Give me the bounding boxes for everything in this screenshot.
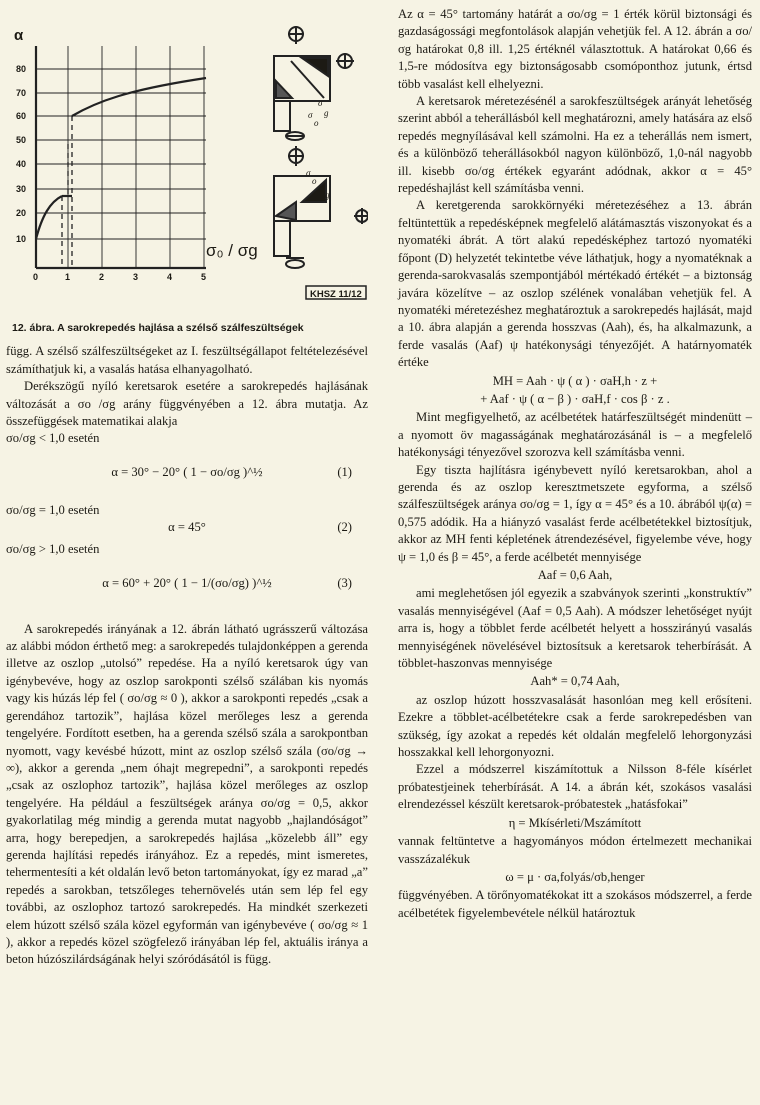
x-tick: 2 bbox=[99, 272, 105, 282]
x-axis-label: σ₀ / σg bbox=[206, 241, 258, 260]
paragraph: Mint megfigyelhető, az acélbetétek határfeszültségét mindenütt – a nyomott öv magasságának meghatározásánál is – a megfelelő hatékonysági tényezővel szorozva kell számításba venni. bbox=[398, 410, 752, 460]
paragraph: Az α = 45° tartomány határát a σo/σg = 1 érték körül biztonsági és gazdaságossági megfontolások alapján vehetjük fel. A 12. ábrán a σo/σg határokat 0,8 ill. 1,25 értéknél választottuk. A határokat 0,66 és 1,5-re módosítva egy biztonságosabb csomóponthoz jutunk, értsd több vasalást kell elhelyezni. bbox=[398, 7, 752, 91]
equation-1: α = 30° − 20° ( 1 − σo/σg )^½ (1) bbox=[111, 464, 352, 479]
paragraph: A keretgerenda sarokkörnyéki méretezéséhez a 13. ábrán feltüntettük a repedésképnek megfelelő alátámasztás viszonyokat és a nyomatéki ábrát. A tört alakú repedésképhez tartozó nyomatéki főpont (D) helyzetét tekintetbe véve láthatjuk, hogy a nyomatéknak a gerenda-sarokvasalás szempontjából mértékadó értékét – a biztonság javára közelítve – az oszlop szélének vonalában vehetjük fel. A nyomatéki méretezéshez meghatároztuk a sarokrepedés hajlását, majd a 10. ábra alapján a gerenda hosszvas (Aah), és, ha alkalmazunk, a ferde vasalás (Aaf) ψ hatékonysági tényezőjét. A határnyomaték értéke bbox=[398, 198, 752, 370]
condition-label: σo/σg > 1,0 esetén bbox=[6, 542, 100, 557]
condition-label: σo/σg = 1,0 esetén bbox=[6, 502, 100, 517]
formula: η = Mkísérleti/Mszámított bbox=[508, 815, 642, 830]
y-tick: 20 bbox=[16, 208, 27, 218]
svg-text:o: o bbox=[312, 176, 317, 186]
formula: ω = μ · σa,folyás/σb,henger bbox=[505, 869, 645, 884]
paragraph: az oszlop húzott hosszvasalását hasonlóan meg kell erősíteni. Ezekre a többlet-acélbetétekre csak a ferde sarokrepedésben van szükség, így azokat a repedés két oldalán megfelelő lehorgonyzási hosszakkal kell lehorgonyozni. bbox=[398, 692, 752, 760]
svg-text:σ: σ bbox=[308, 110, 313, 120]
y-tick: 70 bbox=[16, 88, 27, 98]
x-tick: 3 bbox=[133, 272, 139, 282]
corner-diagram-lower bbox=[274, 146, 368, 268]
y-tick: 40 bbox=[16, 159, 27, 169]
svg-text:g: g bbox=[325, 190, 330, 200]
x-tick: 0 bbox=[33, 272, 39, 282]
equation-3: α = 60° + 20° ( 1 − 1/(σo/σg) )^½ (3) bbox=[102, 575, 352, 590]
right-column bbox=[398, 6, 752, 922]
condition-label: σo/σg < 1,0 esetén bbox=[6, 431, 100, 446]
formula: Aaf = 0,6 Aah, bbox=[537, 568, 613, 582]
figure-12-chart bbox=[6, 6, 368, 306]
paragraph: függ. A szélső szálfeszültségeket az I. feszültségállapot feltételezésével számíthatjuk ki, a vasalás hatása elhanyagolható. bbox=[6, 344, 368, 376]
svg-text:g: g bbox=[324, 108, 329, 118]
formula: MH = Aah · ψ ( α ) · σaH,h · z + bbox=[492, 373, 658, 388]
paragraph: A sarokrepedés irányának a 12. ábrán látható ugrásszerű változása az alábbi módon érthető meg: a sarokrepedés tulajdonképpen a gerenda illetve az oszlop „utolsó” repedése. Ha a nyíló keretsarok úgy van igénybevéve, hogy az oszlop sarokponti szélső szálában kis nyomás vagy kis húzás lép fel ( σo/σg ≈ 0 ), akkor a sarokponti repedés „csak a gerendához tartozik”, hajlása közel merőleges lesz a gerenda tengelyére. Fordított esetben, ha a gerenda szélső szála a sarokpontban nyomott, vagy kevésbé húzott, mint az oszlop szélső szála (σo/σg → ∞), akkor a gerenda „nem óhajt megrepedni”, a sarokponti repedés „csak az oszlophoz tartozik”, hajlása közel merőleges az oszlop tengelyére. Ha például a feszültségek aránya σo/σg = 0,5, akkor gyakorlatilag még mindig a gerenda mutat nagyobb „hajlandóságot” arra, hogy berepedjen, a sarokrepedés hajlása „közelebb áll” egy gerenda hajlítási repedés irányához. Ez a repedés, mint ismeretes, tehermentesíti a két oldalán levő beton tartományokat, így ez marad „a” repedés a sarokban, tetszőleges tehernövelés után sem lép fel egy további, az oszlophoz tartozó sarokrepedés. Ha mindkét szerkezeti elem húzott szélső szála közel egyformán van igénybevéve ( σo/σg ≈ 1 ), akkor a repedés közel szögfelező irányában lép fel, aktuális iránya a beton húzószilárdságának helyi szóródásától is függ. bbox=[6, 621, 368, 967]
figure-12 bbox=[6, 6, 368, 306]
y-tick: 50 bbox=[16, 135, 27, 145]
formula: Aah* = 0,74 Aah, bbox=[530, 674, 620, 689]
y-tick: 30 bbox=[16, 184, 27, 194]
x-tick: 1 bbox=[65, 272, 71, 282]
y-tick: 60 bbox=[16, 111, 27, 121]
equation-2: α = 45° (2) bbox=[168, 520, 352, 535]
figure-code: KHSZ 11/12 bbox=[310, 289, 362, 300]
svg-text:σ: σ bbox=[306, 168, 311, 178]
left-column bbox=[6, 6, 368, 969]
x-tick: 4 bbox=[167, 272, 173, 282]
figure-caption: 12. ábra. A sarokrepedés hajlása a szélső szálfeszültségek bbox=[12, 322, 304, 334]
y-tick: 80 bbox=[16, 64, 27, 74]
paragraph: Egy tiszta hajlításra igénybevett nyíló keretsarokban, ahol a gerenda és az oszlop keresztmetszete egyforma, a szélső szálfeszültségek aránya σo/σg = 1, így α = 45° és a 10. ábrából ψ(α) = 0,575 adódik. Ha a hiányzó vasalást ferde acélbetétekkel biztosítjuk, akkor az MH fenti képletének átrendezésével, figyelembe véve, hogy ψ = 1,0 és β = 45°, a ferde acélbetét mennyisége bbox=[398, 462, 752, 564]
y-tick: 10 bbox=[16, 234, 27, 244]
x-tick: 5 bbox=[201, 272, 207, 282]
paragraph: függvényében. A törőnyomatékokat itt a szokásos módszerrel, a ferde acélbetétek figyelembevétele nélkül határoztuk bbox=[398, 888, 752, 920]
paragraph: Ezzel a módszerrel kiszámítottuk a Nilsson 8-féle kísérlet próbatestjeinek teherbírását. A 14. a ábrán két, szokásos vasalási elrendezéssel készült keretsarok-próbatestek „hatásfokai” bbox=[398, 762, 752, 812]
paragraph: vannak feltüntetve a hagyományos módon értelmezett mechanikai vasszázalékuk bbox=[398, 834, 752, 866]
svg-text:σ: σ bbox=[319, 182, 324, 192]
svg-text:o: o bbox=[314, 118, 319, 128]
paragraph: ami meglehetősen jól egyezik a szabványok szerinti „konstruktív” vasalás mennyiségével (Aaf = 0,5 Aah). A módszer lehetőséget nyújt arra is, hogy a többlet ferde acélbetét helyett a hosszirányú vasalás mennyiségének növelésével biztosítsuk a keretsarok teherbírását. A többlet-haszonvas mennyisége bbox=[398, 586, 752, 671]
y-axis-label: α bbox=[14, 27, 24, 44]
paragraph: Derékszögű nyíló keretsarok esetére a sarokrepedés hajlásának változását a σo /σg arány függvényében a 12. ábra mutatja. Az összefüggések matematikai alakja bbox=[6, 379, 368, 429]
svg-text:σ: σ bbox=[318, 98, 323, 108]
paragraph: A keretsarok méretezésénél a sarokfeszültségek arányát lehetőség szerint abból a teherállásból kell meghatározni, amely hatására az első repedés megnyílásával kell számolni. Ha ez a teherállás nem ismert, és a különböző teherállásokból nagyon különböző, 1,0-nál nagyobb ill. kisebb σo/σg értékek egyaránt adódnak, akkor α = 45° repedéshajlást kell számításba venni. bbox=[398, 94, 752, 196]
formula: + Aaf · ψ ( α − β ) · σaH,f · cos β · z . bbox=[480, 391, 670, 406]
